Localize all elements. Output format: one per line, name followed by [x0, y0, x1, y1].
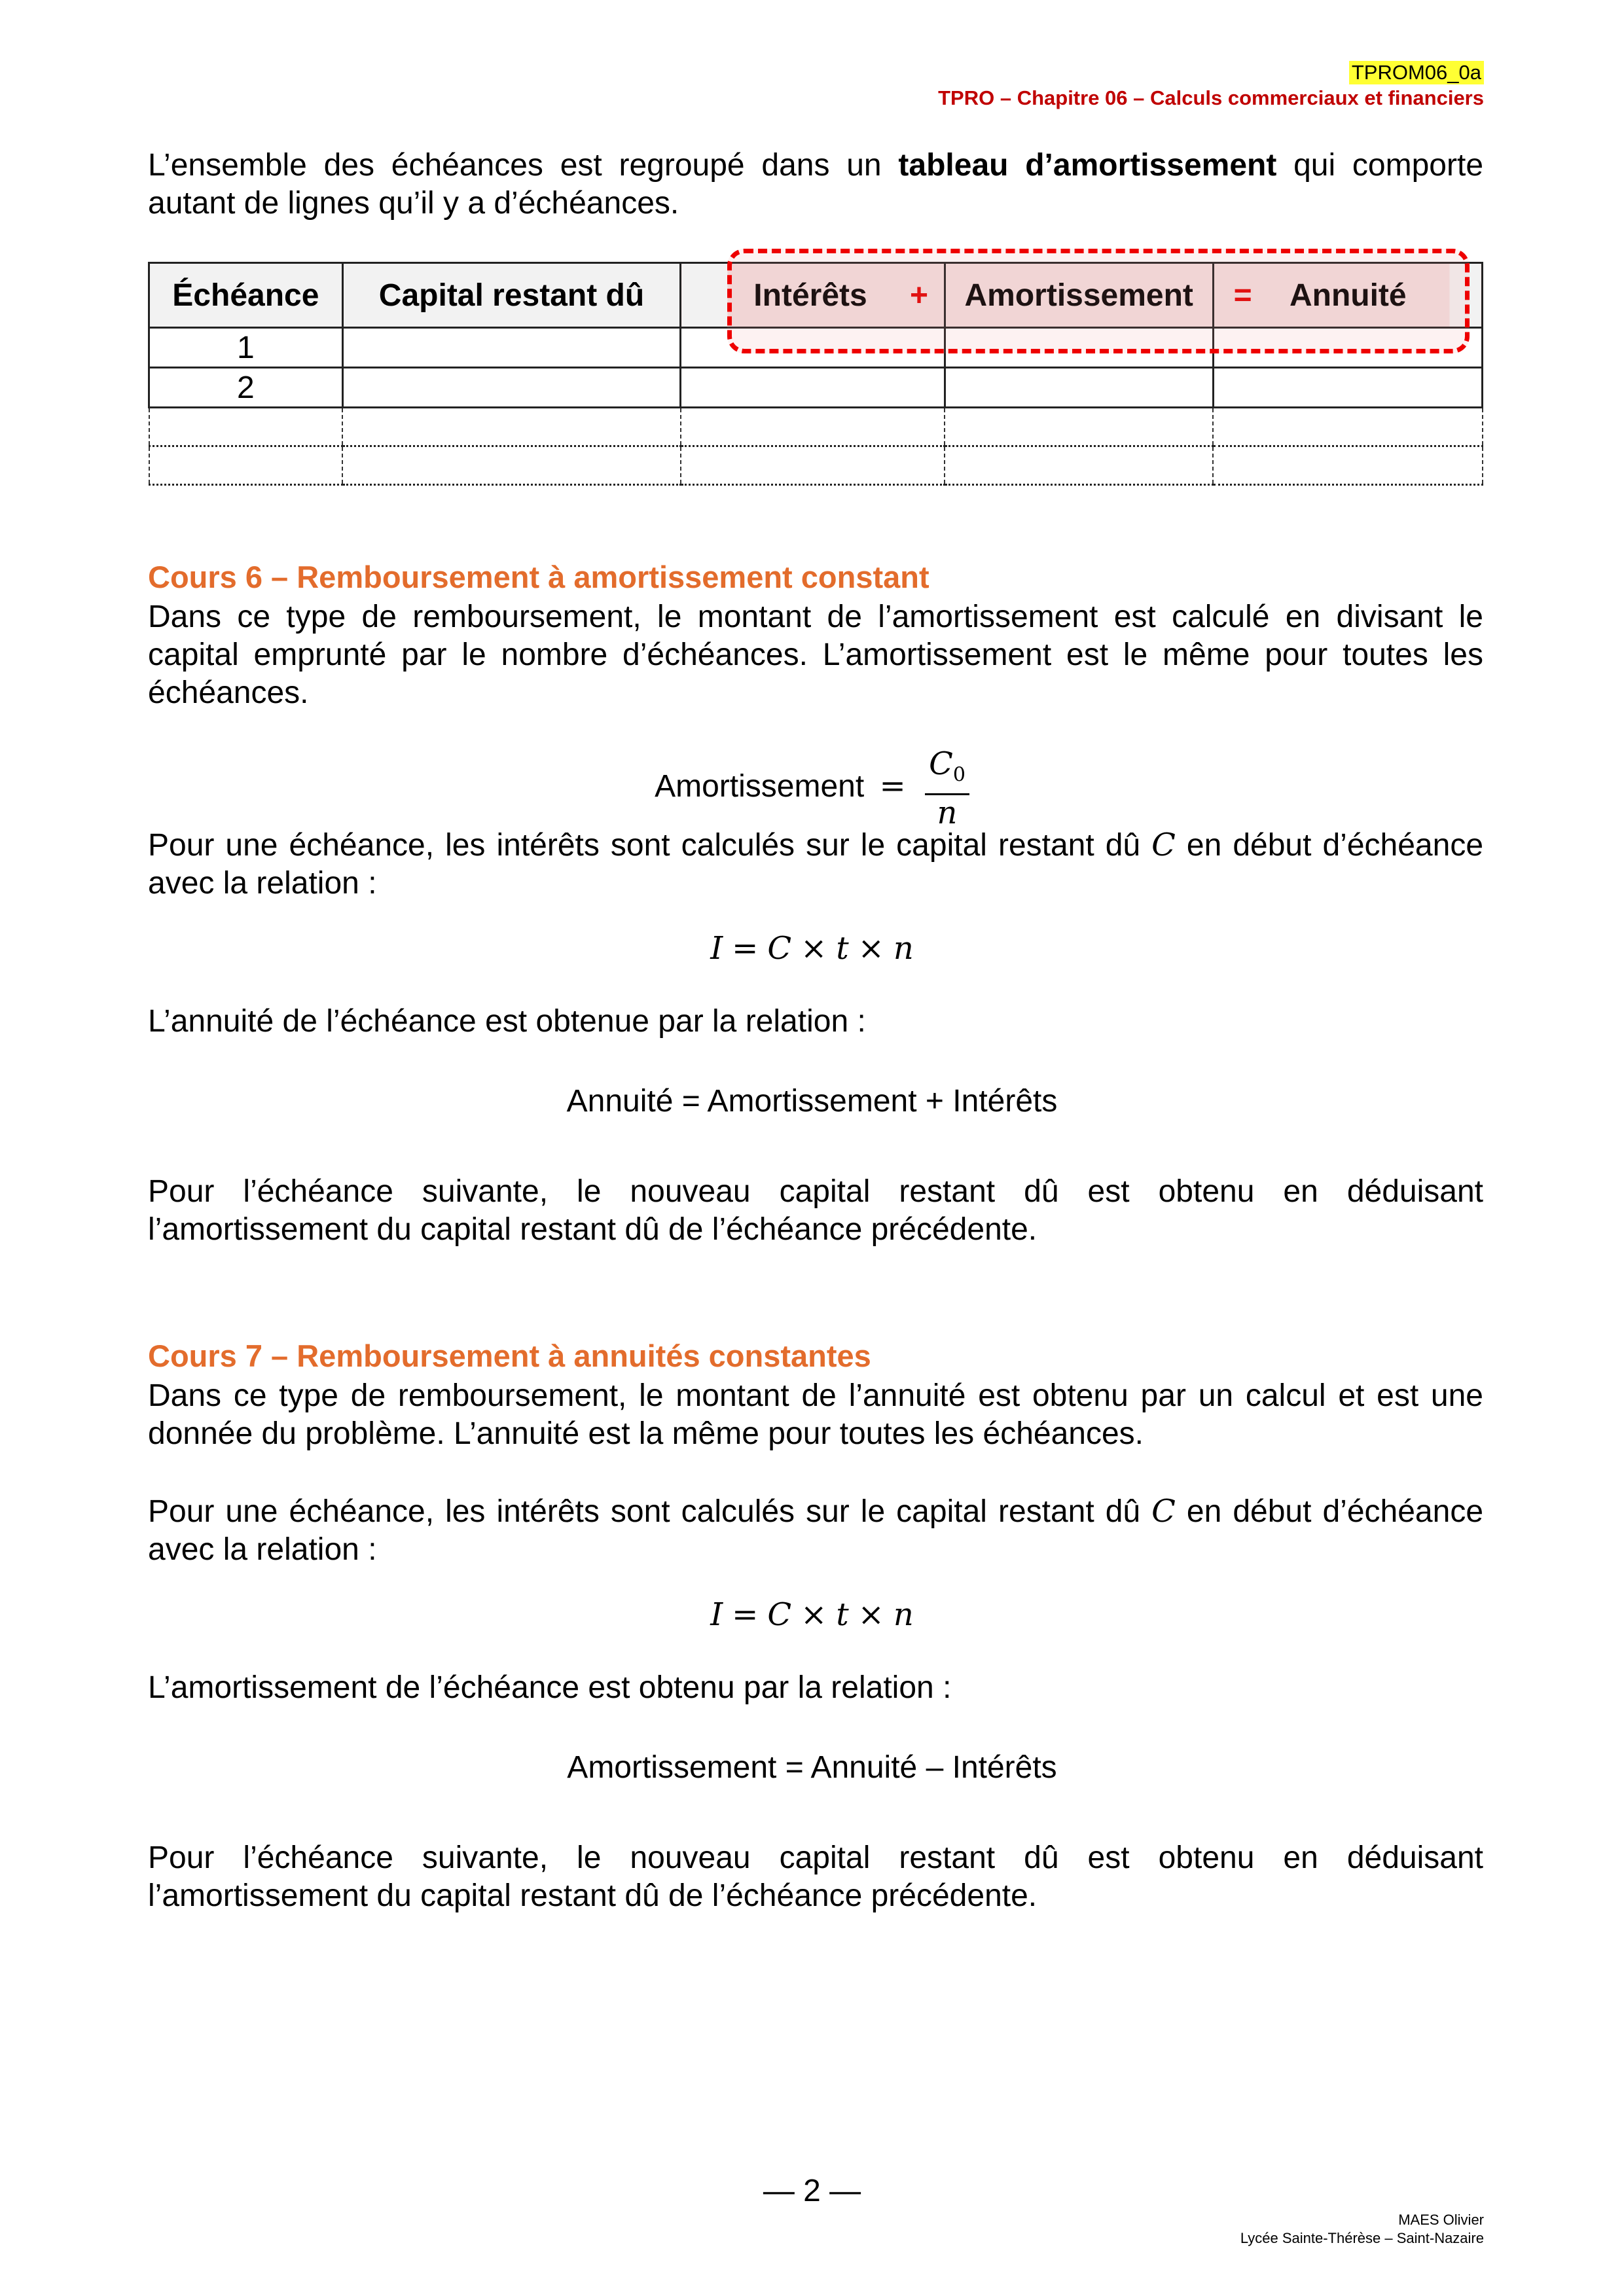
col-interets [681, 263, 945, 328]
var-c: C [1151, 1493, 1176, 1530]
text: Pour une échéance, les intérêts sont calculés sur le capital restant dû [148, 828, 1152, 863]
footer-author: MAES Olivier [1398, 2212, 1484, 2228]
op-times: × [857, 930, 884, 967]
cell-interets [681, 446, 945, 485]
var-n: n [893, 1596, 914, 1633]
col-amortissement: Amortissement [945, 263, 1213, 328]
cell-interets [681, 408, 945, 446]
var-c: C [767, 1596, 792, 1633]
col-annuite [1213, 263, 1482, 328]
intro-bold-term: tableau d’amortissement [898, 148, 1277, 183]
table-row [149, 368, 1483, 408]
var-t: t [836, 1596, 849, 1633]
formula-amortissement-constant [0, 746, 1624, 831]
cours6-paragraph-1: Dans ce type de remboursement, le montant de l’amortissement est calculé en divisant le capital emprunté par le nombre d’échéances. L’amortissement est le même pour toutes les échéances. [148, 600, 1483, 710]
var-i: I [710, 1596, 723, 1633]
section-title-cours7: Cours 7 – Remboursement à annuités constantes [148, 1338, 871, 1373]
cell-capital [342, 368, 681, 408]
op-eq: = [732, 1596, 759, 1633]
numerator-var: C [929, 745, 953, 782]
cell-annuite [1213, 328, 1482, 368]
text: Pour une échéance, les intérêts sont calculés sur le capital restant dû [148, 1494, 1152, 1529]
fraction [925, 746, 969, 831]
text: en début d’échéance avec la relation : [148, 828, 1484, 901]
table-row [149, 408, 1483, 446]
cell-echeance [149, 408, 343, 446]
intro-text: L’ensemble des échéances est regroupé dans un [148, 148, 899, 183]
var-c: C [767, 930, 792, 967]
op-times: × [801, 1596, 827, 1633]
fraction-numerator [925, 746, 969, 795]
cell-amortissement [945, 446, 1213, 485]
chapter-title: TPRO – Chapitre 06 – Calculs commerciaux et financiers [938, 86, 1484, 109]
cell-echeance: 2 [149, 368, 343, 408]
document-code: TPROM06_0a [1349, 61, 1484, 84]
cell-amortissement [945, 408, 1213, 446]
equals-sign: = [1233, 278, 1252, 313]
var-t: t [836, 930, 849, 967]
formula-interets-1 [0, 929, 1624, 967]
intro-text-end: qui comporte autant de lignes qu’il y a d’échéances. [148, 148, 1484, 221]
cours7-paragraph-1: Dans ce type de remboursement, le montant de l’annuité est obtenu par un calcul et est une donnée du problème. L’annuité est la même pour toutes les échéances. [148, 1378, 1483, 1451]
cours7-paragraph-4: Pour l’échéance suivante, le nouveau capital restant dû est obtenu en déduisant l’amortissement du capital restant dû de l’échéance précédente. [148, 1840, 1483, 1913]
plus-sign: + [910, 278, 929, 313]
formula-lhs: Amortissement [655, 768, 865, 804]
numerator-subscript: 0 [952, 763, 965, 787]
cell-capital [342, 446, 681, 485]
table-row [149, 446, 1483, 485]
formula-equals: = [879, 767, 906, 804]
cell-annuite [1213, 408, 1482, 446]
cours7-paragraph-2 [148, 1492, 1483, 1569]
cell-capital [342, 328, 681, 368]
cours6-paragraph-2 [148, 826, 1483, 903]
table-header-row [149, 263, 1483, 328]
col-echeance: Échéance [149, 263, 343, 328]
amortization-table [148, 262, 1483, 486]
col-annuite-label: Annuité [1289, 278, 1407, 313]
formula-annuite: Annuité = Amortissement + Intérêts [566, 1084, 1058, 1119]
cours6-paragraph-4: Pour l’échéance suivante, le nouveau capital restant dû est obtenu en déduisant l’amortissement du capital restant dû de l’échéance précédente. [148, 1174, 1483, 1247]
cell-echeance [149, 446, 343, 485]
cell-interets [681, 328, 945, 368]
op-eq: = [732, 930, 759, 967]
cell-interets [681, 368, 945, 408]
formula-amortissement: Amortissement = Annuité – Intérêts [567, 1750, 1057, 1785]
section-title-cours6: Cours 6 – Remboursement à amortissement constant [148, 560, 929, 594]
table-row [149, 328, 1483, 368]
text: en début d’échéance avec la relation : [148, 1494, 1484, 1567]
cell-amortissement [945, 328, 1213, 368]
cell-annuite [1213, 446, 1482, 485]
cell-capital [342, 408, 681, 446]
fraction-denominator: n [937, 794, 958, 831]
footer-school: Lycée Sainte-Thérèse – Saint-Nazaire [1240, 2230, 1484, 2246]
cours7-paragraph-3: L’amortissement de l’échéance est obtenu par la relation : [148, 1670, 952, 1705]
cours6-paragraph-3: L’annuité de l’échéance est obtenue par la relation : [148, 1004, 866, 1039]
col-interets-label: Intérêts [753, 278, 867, 313]
op-times: × [857, 1596, 884, 1633]
cell-annuite [1213, 368, 1482, 408]
col-capital: Capital restant dû [342, 263, 681, 328]
intro-paragraph [148, 147, 1483, 223]
cell-amortissement [945, 368, 1213, 408]
var-c: C [1151, 827, 1176, 863]
var-n: n [893, 930, 914, 967]
var-i: I [710, 930, 723, 967]
op-times: × [801, 930, 827, 967]
cell-echeance: 1 [149, 328, 343, 368]
formula-interets-2 [0, 1596, 1624, 1634]
page-number: — 2 — [763, 2174, 861, 2208]
